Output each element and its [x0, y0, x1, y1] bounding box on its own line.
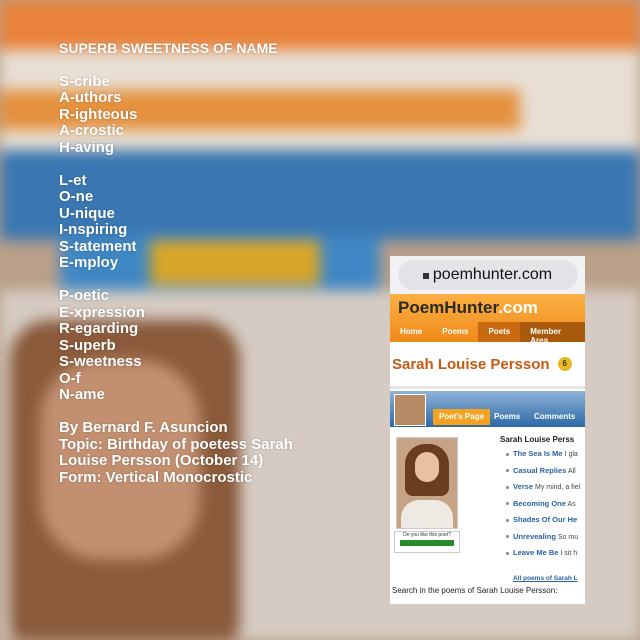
- poem-snippet: I gla: [564, 451, 578, 458]
- site-header: [390, 294, 585, 345]
- poet-name: Sarah Louise Persson: [392, 355, 550, 373]
- logo-main: PoemHunter: [398, 298, 499, 317]
- poem-list: [506, 449, 580, 565]
- poem-title: SUPERB SWEETNESS OF NAME: [59, 40, 278, 56]
- stanza-1: [59, 74, 293, 157]
- poem-link[interactable]: Unrevealing: [513, 531, 556, 541]
- url-field[interactable]: [398, 260, 578, 290]
- list-item[interactable]: [506, 515, 580, 532]
- all-poems-link[interactable]: All poems of Sarah L: [513, 575, 578, 582]
- like-bar[interactable]: [400, 540, 454, 546]
- tab-poems[interactable]: Poems: [494, 412, 521, 421]
- list-item[interactable]: [506, 466, 580, 483]
- poem-link[interactable]: Casual Replies: [513, 465, 567, 475]
- bullet-icon: [506, 552, 509, 555]
- poem-link[interactable]: Leave Me Be: [513, 548, 559, 557]
- bullet-icon: [506, 469, 509, 472]
- tab-comments[interactable]: Comments: [534, 412, 576, 421]
- poem-snippet: My mind, a fiel: [534, 484, 581, 491]
- poem-snippet: I sit h: [560, 550, 578, 557]
- poet-tabs: [390, 391, 585, 427]
- topic-line: Louise Persson (October 14): [59, 452, 264, 469]
- url-text: poemhunter.com: [432, 266, 553, 283]
- poem-line: P-oetic: [59, 287, 110, 304]
- poem-line: S-uperb: [59, 336, 116, 354]
- rank-badge: 6: [558, 357, 572, 371]
- nav-home[interactable]: Home: [400, 327, 423, 336]
- poem-line: N-ame: [59, 386, 105, 403]
- poem-line: S-cribe: [59, 72, 110, 90]
- poem-credits: [59, 420, 293, 486]
- like-poet-widget[interactable]: [394, 531, 460, 553]
- poem-line: A-crostic: [59, 122, 125, 139]
- poem-line: E-xpression: [59, 303, 145, 321]
- address-bar[interactable]: [390, 256, 585, 294]
- poem-line: O-f: [59, 369, 81, 387]
- poem-line: U-nique: [59, 204, 115, 222]
- logo-suffix: .com: [498, 298, 538, 317]
- poem-snippet: As: [567, 500, 576, 508]
- poem-link[interactable]: Becoming One: [513, 498, 566, 508]
- bullet-icon: [506, 453, 509, 456]
- nav-member-area[interactable]: Member Area: [520, 322, 585, 342]
- list-item[interactable]: [506, 532, 580, 549]
- poem-line: R-ighteous: [59, 105, 138, 123]
- poem-line: R-egarding: [59, 320, 139, 337]
- poet-content: [390, 427, 585, 587]
- poem-link[interactable]: Verse: [513, 482, 534, 491]
- nav-poems[interactable]: Poems: [442, 327, 469, 336]
- topic-line: Topic: Birthday of poetess Sarah: [59, 435, 293, 453]
- list-item[interactable]: [506, 482, 580, 499]
- stanza-2: [59, 173, 293, 272]
- site-logo[interactable]: [398, 298, 538, 318]
- poem-line: A-uthors: [59, 89, 122, 106]
- like-prompt: Do you like this poet?: [403, 532, 451, 538]
- site-nav: [390, 322, 585, 345]
- bullet-icon: [506, 535, 509, 538]
- poem-line: O-ne: [59, 188, 94, 205]
- poet-thumbnail: [394, 394, 426, 426]
- poem-line: E-mploy: [59, 254, 119, 271]
- author-heading: Sarah Louise Perss: [500, 435, 575, 444]
- phone-screenshot: [390, 256, 585, 604]
- poem-text: [59, 40, 293, 486]
- poem-line: I-nspiring: [59, 221, 128, 238]
- poem-line: L-et: [59, 171, 87, 189]
- stanza-3: [59, 288, 293, 404]
- poem-snippet: All: [567, 467, 576, 475]
- byline: By Bernard F. Asuncion: [59, 419, 228, 436]
- form-line: Form: Vertical Monocrostic: [59, 468, 253, 486]
- nav-poets[interactable]: Poets: [478, 322, 520, 342]
- poem-line: H-aving: [59, 138, 115, 156]
- list-item[interactable]: [506, 499, 580, 516]
- lock-icon: [423, 273, 429, 279]
- poem-link[interactable]: The Sea Is Me: [513, 449, 563, 458]
- poem-link[interactable]: Shades Of Our He: [513, 515, 578, 524]
- tab-poets-page[interactable]: Poet's Page: [433, 409, 490, 425]
- list-item[interactable]: [506, 548, 580, 565]
- search-label: Search in the poems of Sarah Louise Persson:: [392, 586, 558, 595]
- poet-heading: [390, 342, 585, 389]
- list-item[interactable]: [506, 449, 580, 466]
- poet-photo: [396, 437, 458, 529]
- poem-snippet: So mu: [557, 533, 579, 541]
- bullet-icon: [506, 502, 509, 505]
- bullet-icon: [506, 486, 509, 489]
- poem-line: S-weetness: [59, 353, 142, 370]
- poem-line: S-tatement: [59, 237, 137, 255]
- bullet-icon: [506, 519, 509, 522]
